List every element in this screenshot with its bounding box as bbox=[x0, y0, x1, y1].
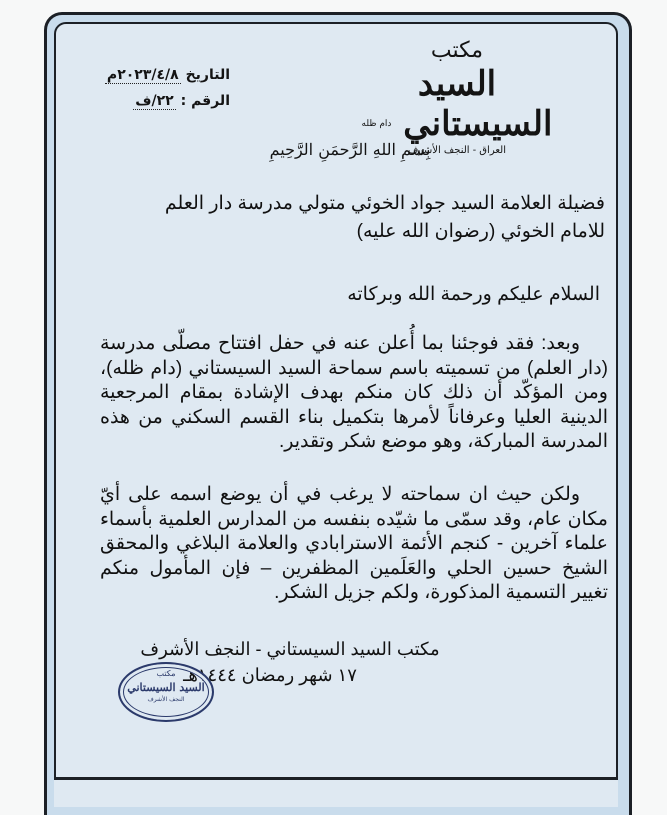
letterhead-location: العراق - النجف الأشرف bbox=[407, 145, 506, 156]
stamp-line-1: مكتب bbox=[156, 669, 176, 678]
address-line-2: للامام الخوئي (رضوان الله عليه) bbox=[356, 221, 605, 242]
paragraph-1: وبعد: فقد فوجئنا بما أُعلن عنه في حفل افتتاح مصلّى مدرسة (دار العلم) من تسميته باسم سماحة السيد السيستاني (دام ظله)، ومن المؤكّد أن ذلك كان منكم بهدف الإشادة بمقام المرجعية الدينية العليا وعرفاناً لأمرها بتكميل بناء القسم السكني من هذه المدرسة المباركة، وهو موضع شكر وتقدير. bbox=[100, 333, 608, 452]
date-row bbox=[80, 62, 230, 88]
letter-meta bbox=[80, 62, 230, 114]
letterhead-office-label: مكتب bbox=[430, 38, 484, 63]
date-value: ٢٠٢٣/٤/٨م bbox=[106, 67, 179, 83]
basmala: بِسمِ اللهِ الرَّحمَنِ الرَّحِيمِ bbox=[269, 140, 431, 159]
greeting: السلام عليكم ورحمة الله وبركاته bbox=[347, 284, 600, 305]
number-label: الرقم : bbox=[180, 93, 230, 109]
footer-band bbox=[54, 777, 618, 807]
date-label: التاريخ bbox=[185, 67, 230, 83]
number-row bbox=[80, 88, 230, 114]
stamp-line-3: النجف الأشرف bbox=[147, 696, 185, 703]
recipient-address bbox=[115, 190, 605, 246]
paragraph-2: ولكن حيث ان سماحته لا يرغب في أن يوضع اسمه على أيّ مكان عام، وقد سمّى ما شيّده بنفسه من المدارس العلمية بأسماء علماء آخرين - كنجم الأئمة الاسترابادي والعلامة البلاغي والمحقق الشيخ حسين الحلي والعَلَمين المظفرين – فإن المأمول منكم تغيير التسمية المذكورة، ولكم جزيل الشكر. bbox=[100, 484, 608, 603]
letterhead-honorific: دام ظله bbox=[361, 119, 392, 129]
office-stamp bbox=[118, 662, 214, 722]
number-value: ٢٢/ف bbox=[135, 93, 174, 109]
signature-office: مكتب السيد السيستاني - النجف الأشرف bbox=[140, 639, 440, 659]
address-line-1: فضيلة العلامة السيد جواد الخوئي متولي مدرسة دار العلم bbox=[164, 193, 605, 214]
letterhead-name: السيد السيستاني $^{دام ظله}$ bbox=[361, 64, 553, 144]
stamp-line-2: السيد السيستاني bbox=[127, 681, 205, 694]
signature-date: ١٧ شهر رمضان ١٤٤٤هـ bbox=[183, 665, 357, 685]
